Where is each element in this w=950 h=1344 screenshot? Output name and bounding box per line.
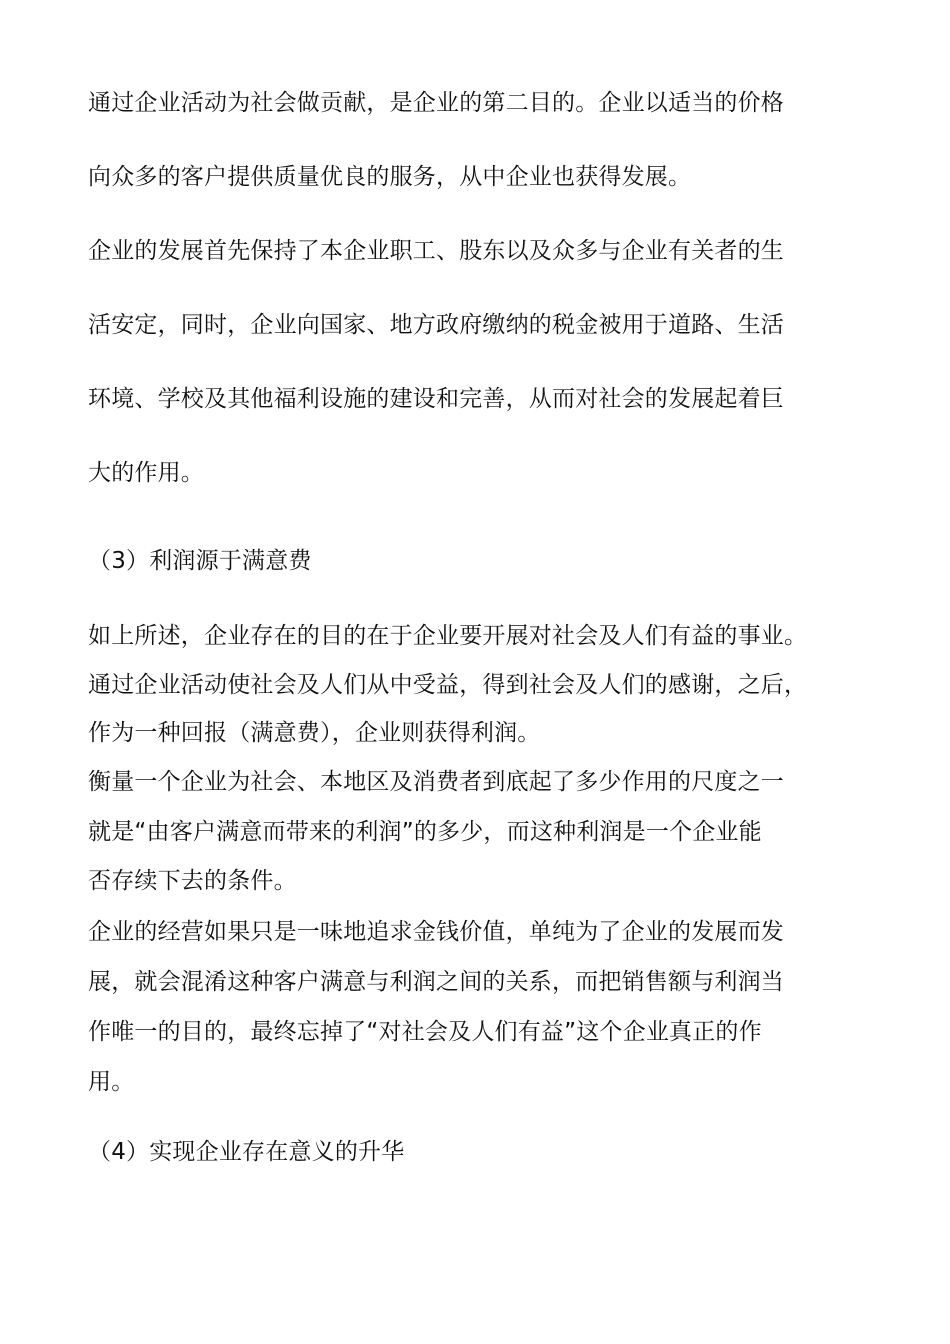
- paragraph-line: 活安定，同时，企业向国家、地方政府缴纳的税金被用于道路、生活: [88, 312, 784, 338]
- paragraph-line: 否存续下去的条件。: [88, 868, 297, 894]
- paragraph-line: 展，就会混淆这种客户满意与利润之间的关系，而把销售额与利润当: [88, 969, 784, 995]
- paragraph-line: 企业的经营如果只是一味地追求金钱价值，单纯为了企业的发展而发: [88, 919, 784, 945]
- paragraph-line: 用。: [88, 1069, 135, 1095]
- paragraph-line: 如上所述，企业存在的目的在于企业要开展对社会及人们有益的事业。: [88, 623, 808, 649]
- paragraph-line: 向众多的客户提供质量优良的服务，从中企业也获得发展。: [88, 164, 692, 190]
- paragraph-line: 大的作用。: [88, 460, 204, 486]
- paragraph-line: 衡量一个企业为社会、本地区及消费者到底起了多少作用的尺度之一: [88, 769, 784, 795]
- paragraph-line: 通过企业活动为社会做贡献，是企业的第二目的。企业以适当的价格: [88, 90, 784, 116]
- paragraph-line: 作唯一的目的，最终忘掉了“对社会及人们有益”这个企业真正的作: [88, 1019, 762, 1045]
- paragraph-line: 企业的发展首先保持了本企业职工、股东以及众多与企业有关者的生: [88, 238, 784, 264]
- paragraph-line: 环境、学校及其他福利设施的建设和完善，从而对社会的发展起着巨: [88, 386, 784, 412]
- paragraph-line: 通过企业活动使社会及人们从中受益，得到社会及人们的感谢，之后，: [88, 672, 808, 698]
- section-heading-3: （3）利润源于满意费: [88, 548, 312, 574]
- paragraph-line: 就是“由客户满意而带来的利润”的多少，而这种利润是一个企业能: [88, 819, 762, 845]
- paragraph-line: 作为一种回报（满意费），企业则获得利润。: [88, 720, 541, 746]
- section-heading-4: （4）实现企业存在意义的升华: [88, 1139, 405, 1165]
